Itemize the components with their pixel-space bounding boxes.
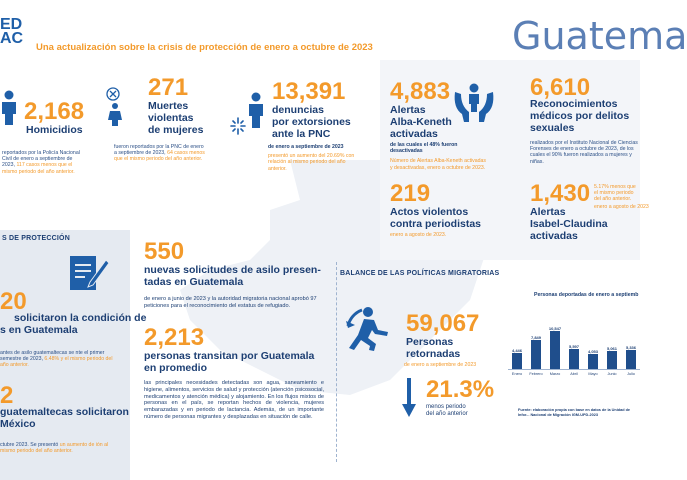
chart-category-label: Junio [607, 372, 617, 376]
retornadas-note: de enero a septiembre de 2023 [404, 362, 477, 368]
pct-value: 21.3% [426, 376, 495, 403]
chart-bar-marzo [550, 331, 560, 369]
asilo-label-1: solicitaron la condición de [14, 312, 147, 324]
reconocimientos-label-3: sexuales [530, 122, 575, 134]
protection-title: S DE PROTECCIÓN [2, 235, 70, 242]
person-icon [0, 90, 18, 126]
alertas-ic-label-1: Alertas [530, 206, 566, 218]
pct-label-2: del año anterior [426, 411, 468, 417]
chart-value-label: 10,547 [548, 326, 562, 331]
alertas-ak-label-3: activadas [390, 128, 438, 140]
periodistas-label-2: contra periodistas [390, 218, 482, 230]
denuncias-label-1: denuncias [272, 104, 324, 116]
alertas-ak-value: 4,883 [390, 78, 451, 105]
chart-bar-abril [569, 349, 579, 369]
muertes-note: fueron reportados por la PNC de enero a septiembre de 2023, 64 casos menos que el mismo periodo del año anterior. [114, 144, 205, 163]
chart-category-label: Febrero [529, 372, 543, 376]
logo-line1: ED [0, 16, 23, 33]
page-subtitle: Una actualización sobre la crisis de protección de enero a octubre de 2023 [36, 42, 373, 53]
chart-title: Personas deportadas de enero a septiemb [534, 292, 639, 298]
periodistas-note: enero a agosto de 2023. [390, 232, 447, 238]
retornadas-label-2: retornadas [406, 348, 461, 360]
periodistas-value: 219 [390, 180, 431, 207]
chart-value-label: 4,053 [587, 349, 598, 354]
alertas-ic-note: enero a agosto de 2023 [594, 204, 649, 210]
alertas-ic-note-hl: 5.17% menos que el mismo periodo del año anterior. [594, 184, 636, 203]
homicidios-note: reportados por la Policía Nacional Civil de enero a septiembre de 2023, 117 casos menos que el mismo periodo del año anterior. [2, 150, 80, 175]
chart-bar-julio [626, 350, 636, 369]
person-running-icon [344, 306, 398, 352]
mexico-label-1: guatemaltecas solicitaron [0, 406, 129, 418]
periodistas-label-1: Actos violentos [390, 206, 469, 218]
muertes-label-1: Muertes [148, 100, 189, 112]
asilo-label-2: s en Guatemala [0, 324, 78, 336]
mexico-value: 2 [0, 382, 14, 409]
migratory-title: BALANCE DE LAS POLÍTICAS MIGRATORIAS [340, 270, 500, 277]
solicitudes-value: 550 [144, 238, 185, 265]
chart-value-label: 4,446 [511, 348, 522, 353]
mexico-note: ctubre 2023. Se presentó un aumento de ión al mismo periodo del año anterior. [0, 442, 109, 455]
retornadas-label-1: Personas [406, 336, 454, 348]
alertas-ic-label-2: Isabel-Claudina [530, 218, 608, 230]
chart-bar-junio [607, 351, 617, 369]
transitan-label-1: personas transitan por Guatemala [144, 350, 315, 362]
reconocimientos-label-1: Reconocimientos [530, 98, 618, 110]
alertas-ic-value: 1,430 [530, 180, 591, 207]
chart-source: Fuente: elaboración propia con base en datos de la Unidad de Infor... Nacional de Migración IGM-UPD-2023 [518, 408, 631, 417]
hands-child-icon [452, 82, 496, 122]
alertas-ak-label-1: Alertas [390, 104, 426, 116]
chart-value-label: 5,336 [625, 345, 636, 350]
chart-value-label: 7,849 [530, 335, 541, 340]
deportations-chart [508, 326, 640, 370]
reconocimientos-note: realizados por el Instituto Nacional de Ciencias Forenses de enero a octubre de 2023, de los cuales el 90% fueron realizados a mujeres y niñas. [530, 140, 638, 165]
asilo-note: antes de asilo guatemaltecas se nte el primer semestre de 2023, 6.48% y el mismo periodo del año anterior. [0, 350, 113, 369]
muertes-label-2: violentas [148, 112, 194, 124]
pct-label-1: menos periodo [426, 404, 466, 410]
chart-value-label: 5,061 [606, 346, 617, 351]
denuncias-label-2: por extorsiones [272, 116, 351, 128]
chart-categories [508, 372, 640, 380]
chart-category-label: Marzo [549, 372, 561, 376]
transitan-value: 2,213 [144, 324, 205, 351]
female-victim-icon [104, 86, 126, 126]
logo [0, 18, 30, 46]
country-title: Guatema [512, 14, 687, 58]
chart-category-label: Enero [511, 372, 523, 376]
logo-line2: AC [0, 30, 24, 47]
retornadas-value: 59,067 [406, 310, 480, 337]
reconocimientos-label-2: médicos por delitos [530, 110, 630, 122]
chart-value-label: 5,597 [568, 344, 579, 349]
alertas-ak-label-2: Alba-Keneth [390, 116, 452, 128]
chart-bar-febrero [531, 340, 541, 369]
transitan-label-2: en promedio [144, 362, 208, 374]
chart-bar-mayo [588, 354, 598, 369]
denuncias-label-3: ante la PNC [272, 128, 331, 140]
down-arrow-icon [402, 378, 416, 418]
person-alert-icon [230, 92, 268, 134]
migratory-divider [336, 262, 337, 462]
solicitudes-label-1: nuevas solicitudes de asilo presen- [144, 264, 321, 276]
denuncias-value: 13,391 [272, 78, 346, 105]
muertes-value: 271 [148, 74, 189, 101]
alertas-ak-note: de las cuales el 48% fueron desactivadas Número de Alertas Alba-Keneth activadas y desactivadas, enero a octubre de 2023. [390, 142, 487, 171]
homicidios-value: 2,168 [24, 98, 85, 125]
asilo-value: 20 [0, 288, 27, 315]
transitan-note: las principales necesidades detectadas son agua, saneamiento e higiene, alimentos, servicios de salud y protección (atención psicosocial, medicamentos y atención médica) y alojamiento. En los flujos mixtos de personas en el país, se reportan hechos de violencia, mujeres embarazadas y en periodo de lactancia. Además, de un importante número de personas migrantes y desplazadas en situación de calle. [144, 380, 324, 420]
alertas-ic-label-3: activadas [530, 230, 578, 242]
muertes-label-3: de mujeres [148, 124, 204, 136]
chart-category-label: Mayo [588, 372, 598, 376]
denuncias-note: de enero a septiembre de 2023 presentó un aumento del 20.69% con relación al mismo periodo del año anterior. [268, 144, 355, 172]
mexico-label-2: México [0, 418, 36, 430]
chart-category-label: Julio [627, 372, 635, 376]
solicitudes-note: de enero a junio de 2023 y la autoridad migratoria nacional aprobó 97 peticiones para el reconocimiento del estatus de refugiado. [144, 296, 317, 309]
chart-category-label: Abril [570, 372, 578, 376]
document-pen-icon [68, 252, 110, 292]
solicitudes-label-2: tadas en Guatemala [144, 276, 244, 288]
chart-bar-enero [512, 353, 522, 369]
reconocimientos-value: 6,610 [530, 74, 591, 101]
homicidios-label: Homicidios [26, 124, 83, 136]
